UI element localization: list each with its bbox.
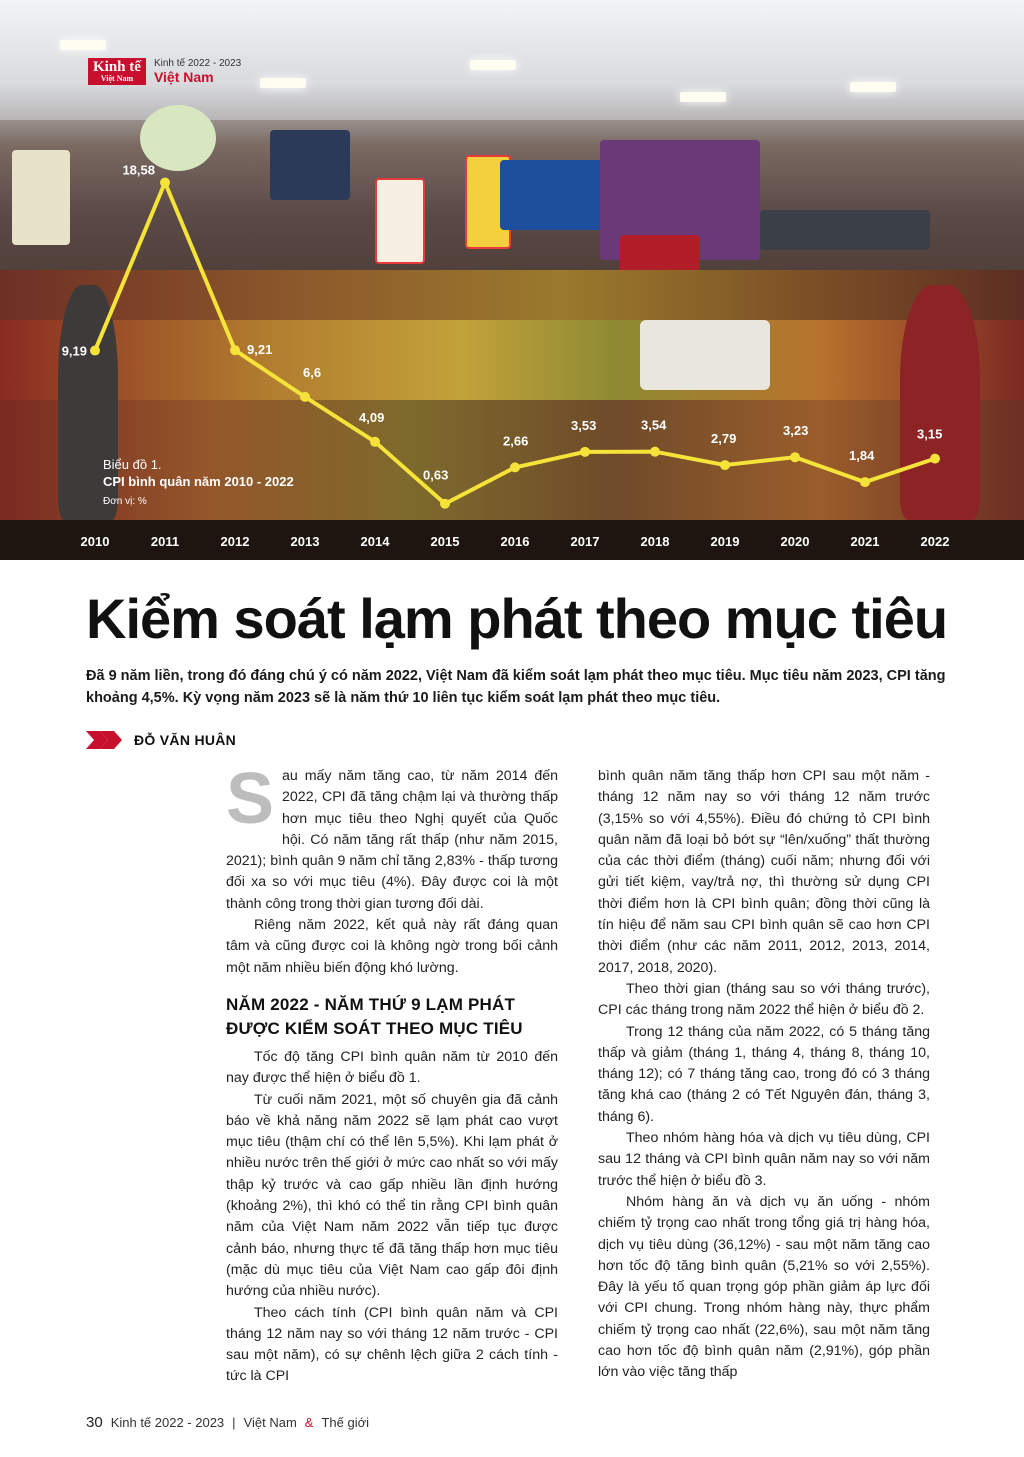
hero-photo [0,0,1024,560]
page-number: 30 [86,1414,103,1431]
logo-text: Kinh tế [93,59,141,75]
chart-unit: Đơn vị: % [103,496,147,507]
x-tick-label: 2015 [430,534,460,549]
data-label: 4,09 [359,409,385,425]
paragraph: Theo cách tính (CPI bình quân năm và CPI tháng 12 năm nay so với tháng 12 năm trước - CPI sau một năm), có sự chênh lệch giữa 2 cách tính - tức là CPI [226,1304,558,1385]
data-point [650,447,660,457]
chart-number: Biểu đồ 1. [103,457,162,472]
data-point [930,454,940,464]
data-label: 3,23 [783,423,809,439]
data-point [370,437,380,447]
data-label: 6,6 [303,364,322,380]
paragraph: bình quân năm tăng thấp hơn CPI sau một năm - tháng 12 năm nay so với tháng 12 năm trước (3,15% so với 4,55%). Điều đó chứng tỏ CPI bình quân năm đã loại bỏ bớt sự “lên/xuống” thất thường của các thời điểm (tháng) cuối năm; nhưng đối với gửi tiết kiệm, vay/trả nợ, thì thường sử dụng CPI thời điểm hơn là CPI bình quân; đồng thời cũng là tín hiệu để năm sau CPI bình quân sẽ cao hơn CPI thời điểm (như các năm 2011, 2012, 2013, 2014, 2017, 2018, 2020). [598,768,930,976]
data-point [860,477,870,487]
x-tick-label: 2013 [290,534,320,549]
data-point [510,462,520,472]
paragraph: Trong 12 tháng của năm 2022, có 5 tháng tăng thấp và giảm (tháng 1, tháng 4, tháng 8, tháng 10, tháng 12); có 7 tháng tăng cao, trong đó có 3 tháng tăng khá cao (tháng 2 có Tết Nguyên đán, tháng 3, tháng 6). [598,1023,930,1125]
x-tick-label: 2014 [360,534,390,549]
column-left [226,759,558,1388]
page-footer [86,1414,369,1431]
column-right [598,766,930,1384]
edition-sub: Việt Nam [153,69,214,85]
data-point [720,460,730,470]
byline [86,731,236,749]
data-point [300,392,310,402]
x-tick-label: 2011 [150,534,180,549]
data-point [90,346,100,356]
footer-section: Việt Nam [243,1415,297,1430]
data-label: 9,19 [61,343,87,359]
data-point [790,452,800,462]
article-title: Kiểm soát lạm phát theo mục tiêu [86,587,948,650]
data-label: 2,66 [503,433,529,449]
data-label: 9,21 [247,342,273,358]
data-label: 1,84 [849,448,875,464]
edition-text: Kinh tế 2022 - 2023 [153,58,242,69]
x-tick-label: 2012 [220,534,250,549]
x-tick-label: 2017 [570,534,600,549]
x-tick-label: 2020 [780,534,810,549]
data-label: 3,53 [571,417,597,433]
paragraph: Theo nhóm hàng hóa và dịch vụ tiêu dùng, CPI sau 12 tháng và CPI bình quân năm nay so với năm trước thể hiện ở biểu đồ 3. [598,1130,930,1189]
paragraph: Tốc độ tăng CPI bình quân năm từ 2010 đến nay được thể hiện ở biểu đồ 1. [226,1048,558,1087]
author-name: ĐỖ VĂN HUÂN [134,732,237,748]
drop-cap: S [226,759,275,839]
footer-section: Thế giới [321,1415,370,1430]
x-tick-label: 2021 [850,534,880,549]
chart-title: CPI bình quân năm 2010 - 2022 [103,474,294,489]
data-point [230,345,240,355]
footer-ampersand: & [304,1415,314,1430]
x-tick-label: 2019 [710,534,740,549]
data-label: 18,58 [122,162,155,178]
paragraph [226,759,558,915]
data-label: 2,79 [711,431,737,447]
paragraph: Nhóm hàng ăn và dịch vụ ăn uống - nhóm chiếm tỷ trọng cao nhất trong tổng giá trị hàng hóa, dịch vụ tiêu dùng (36,12%) - sau một năm tăng cao hơn tốc độ tăng bình quân (5,21% so với 2,55%). Đây là yếu tố quan trọng góp phần giảm áp lực đối với CPI chung. Trong nhóm hàng này, thực phẩm chiếm tỷ trọng cao nhất (22,6%), sau một năm tăng cao hơn tốc độ bình quân năm (2,91%), góp phần lớn vào việc tăng thấp [598,1193,930,1381]
x-tick-label: 2018 [640,534,670,549]
x-tick-label: 2022 [920,534,950,549]
paragraph: Theo thời gian (tháng sau so với tháng trước), CPI các tháng trong năm 2022 thể hiện ở biểu đồ 2. [598,980,930,1019]
footer-separator: | [232,1415,236,1430]
data-point [440,499,450,509]
x-tick-label: 2010 [80,534,110,549]
x-tick-label: 2016 [500,534,530,549]
section-heading: NĂM 2022 - NĂM THỨ 9 LẠM PHÁT ĐƯỢC KIỂM SOÁT THEO MỤC TIÊU [226,994,523,1038]
logo-subtext: Việt Nam [100,74,134,83]
data-label: 3,54 [641,417,667,433]
data-label: 0,63 [423,467,449,483]
publication-name: Kinh tế 2022 - 2023 [110,1415,225,1430]
paragraph: Riêng năm 2022, kết quả này rất đáng quan tâm và cũng được coi là không ngờ trong bối cảnh một năm nhiều biến động khó lường. [226,917,558,976]
data-point [160,178,170,188]
data-point [580,447,590,457]
data-label: 3,15 [917,426,943,442]
chart-caption [103,456,294,510]
paragraph-text: au mấy năm tăng cao, từ năm 2014 đến 2022, CPI đã tăng chậm lại và thường thấp hơn mục tiêu theo Nghị quyết của Quốc hội. Có năm tăng rất thấp (như năm 2015, 2021); bình quân 9 năm chỉ tăng 2,83% - thấp tương đối xa so với mục tiêu (4%). Đây được coi là một thành công trong thời gian tương đối dài. [226,768,558,912]
double-arrow-icon [86,731,124,749]
paragraph: Từ cuối năm 2021, một số chuyên gia đã cảnh báo về khả năng năm 2022 sẽ lạm phát cao vượt mục tiêu (thậm chí có thể lên 5,5%). Khi lạm phát ở nhiều nước trên thế giới ở mức cao nhất so với mấy thập kỷ trước và cao gấp nhiều lần định hướng (khoảng 2%), thì khó có thể tin rằng CPI bình quân năm của Việt Nam năm 2022 vẫn tiếp tục được cảnh báo, nhưng thực tế đã tăng thấp hơn mục tiêu (mặc dù mục tiêu của Việt Nam cao gấp đôi định hướng của nhiều nước). [226,1091,558,1300]
article-lead: Đã 9 năm liền, trong đó đáng chú ý có năm 2022, Việt Nam đã kiểm soát lạm phát theo mục tiêu. Mục tiêu năm 2023, CPI tăng khoảng 4,5%. Kỳ vọng năm 2023 sẽ là năm thứ 10 liên tục kiểm soát lạm phát theo mục tiêu. [86,668,946,706]
